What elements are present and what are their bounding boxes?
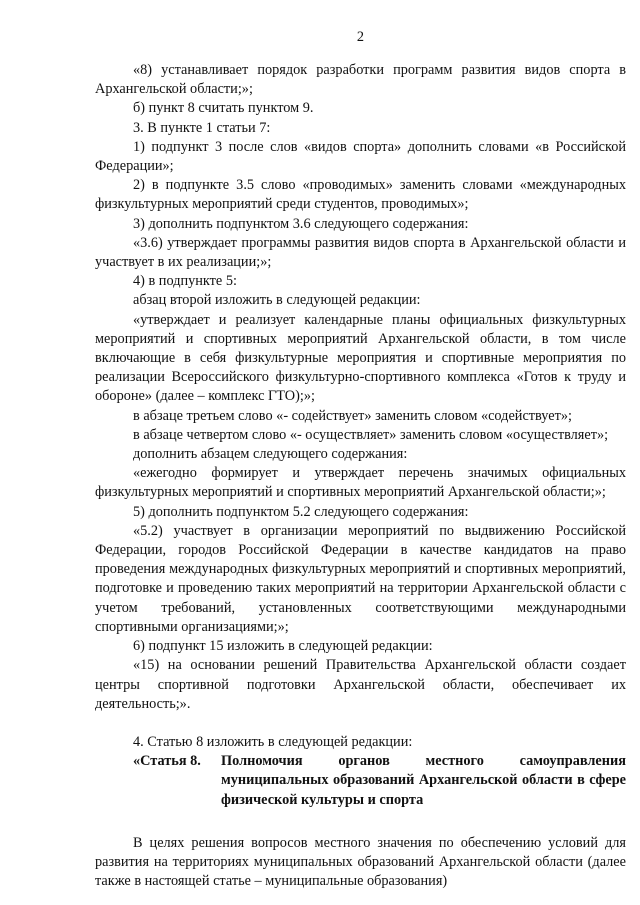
paragraph: «ежегодно формирует и утверждает перечень значимых официальных физкультурных мероприятий и спортивных мероприятий Архангельской области;»; <box>95 465 626 501</box>
paragraph: 3. В пункте 1 статьи 7: <box>133 119 271 136</box>
document-body <box>95 61 626 891</box>
spacer <box>95 810 626 834</box>
paragraph: в абзаце четвертом слово «- осуществляет» заменить словом «осуществляет»; <box>133 426 609 443</box>
paragraph: дополнить абзацем следующего содержания: <box>133 446 408 463</box>
paragraph: в абзаце третьем слово «- содействует» заменить словом «содействует»; <box>133 407 572 424</box>
article-number: «Статья 8. <box>133 753 201 770</box>
paragraph: б) пункт 8 считать пунктом 9. <box>133 100 314 117</box>
paragraph: «утверждает и реализует календарные планы официальных физкультурных мероприятий и спортивных мероприятий Архангельской области, в том числе включающие в себя физкультурные мероприятия и спортивные мероприятия по реализации Всероссийского физкультурно-спортивного комплекса «Готов к труду и обороне» (далее – комплекс ГТО);»; <box>95 311 626 405</box>
paragraph: 5) дополнить подпунктом 5.2 следующего содержания: <box>133 503 469 520</box>
paragraph: «8) устанавливает порядок разработки программ развития видов спорта в Архангельской области;»; <box>95 62 626 98</box>
paragraph: 2) в подпункте 3.5 слово «проводимых» заменить словами «международных физкультурных мероприятий среди студентов, проводимых»; <box>95 177 626 213</box>
paragraph: 4) в подпункте 5: <box>133 273 237 290</box>
paragraph: 1) подпункт 3 после слов «видов спорта» дополнить словами «в Российской Федерации»; <box>95 138 626 175</box>
article-heading <box>95 752 626 810</box>
spacer <box>95 714 626 733</box>
paragraph: 3) дополнить подпунктом 3.6 следующего содержания: <box>133 215 469 232</box>
article-title: Полномочия органов местного самоуправления муниципальных образований Архангельской области в сфере физической культуры и спорта <box>221 753 626 808</box>
paragraph: «15) на основании решений Правительства Архангельской области создает центры спортивной подготовки Архангельской области, обеспечивает их деятельность;». <box>95 657 626 712</box>
page-number: 2 <box>356 29 365 45</box>
paragraph: 6) подпункт 15 изложить в следующей редакции: <box>133 638 433 655</box>
paragraph: абзац второй изложить в следующей редакции: <box>133 292 421 309</box>
closing-paragraph: В целях решения вопросов местного значения по обеспечению условий для развития на территориях муниципальных образований Архангельской области (далее также в настоящей статье – муниципальные образования) <box>95 834 626 890</box>
paragraph: «5.2) участвует в организации мероприятий по выдвижению Российской Федерации, городов Российской Федерации в качестве кандидатов на право проведения международных физкультурных мероприятий и спортивных мероприятий, подготовке и проведению таких мероприятий на территории Архангельской области с учетом требований, установленных соответствующими международными спортивными организациями;»; <box>95 522 626 635</box>
paragraph: «3.6) утверждает программы развития видов спорта в Архангельской области и участвует в их реализации;»; <box>95 234 626 271</box>
section-heading: 4. Статью 8 изложить в следующей редакции: <box>133 733 413 750</box>
